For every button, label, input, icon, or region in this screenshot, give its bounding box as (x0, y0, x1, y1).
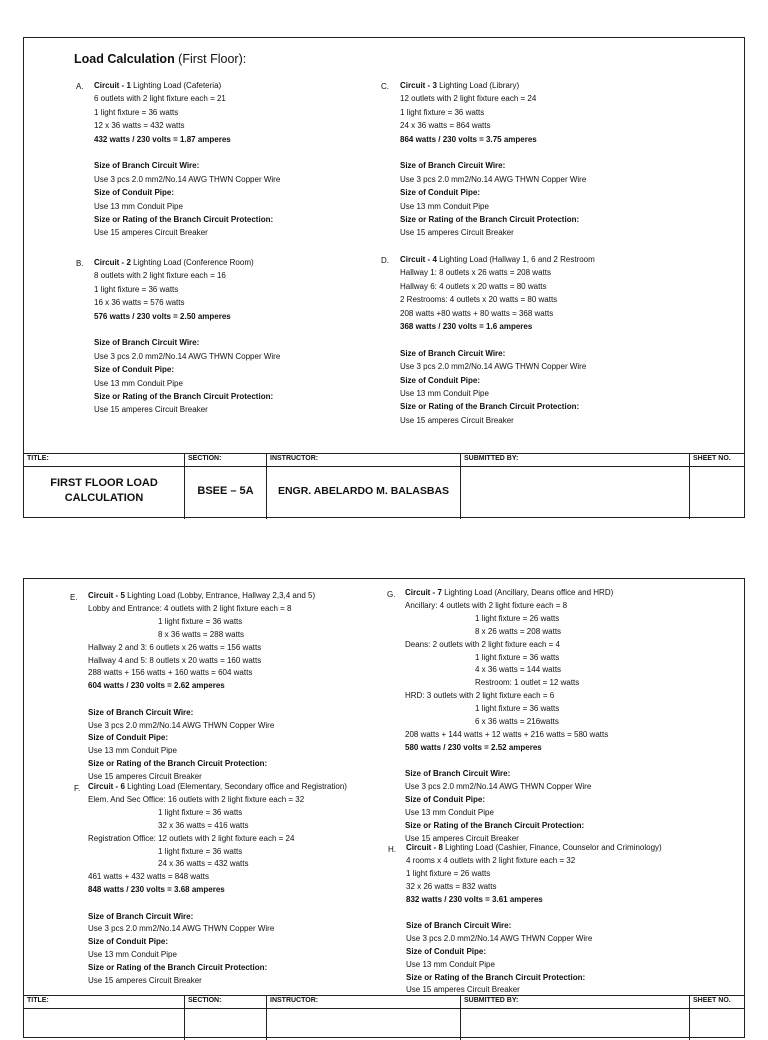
calc-line: Ancillary: 4 outlets with 2 light fixture each = 8 (405, 600, 568, 610)
calc-line: 24 x 36 watts = 432 watts (158, 859, 249, 869)
section-cell (184, 454, 266, 519)
calc-heading: 432 watts / 230 volts = 1.87 amperes (94, 134, 231, 144)
calc-line: Use 13 mm Conduit Pipe (88, 746, 177, 756)
line-spacer (94, 146, 280, 159)
calc-line: Use 3 pcs 2.0 mm2/No.14 AWG THWN Copper Wire (400, 174, 587, 184)
title-cell (24, 996, 184, 1040)
calc-line: Use 13 mm Conduit Pipe (400, 389, 489, 399)
calc-heading: Size of Branch Circuit Wire: (88, 911, 194, 921)
calc-heading: Size of Conduit Pipe: (88, 733, 168, 743)
calc-heading: Size of Conduit Pipe: (400, 375, 480, 385)
instructor-label: INSTRUCTOR: (270, 997, 319, 1004)
calc-heading: Size of Branch Circuit Wire: (400, 348, 506, 358)
instructor-cell (266, 454, 460, 519)
calc-line: Use 3 pcs 2.0 mm2/No.14 AWG THWN Copper Wire (94, 174, 281, 184)
section-cell (184, 996, 266, 1040)
calc-line: 288 watts + 156 watts + 160 watts = 604 watts (88, 668, 253, 678)
circuit-title (88, 590, 315, 603)
circuit-marker: E. (70, 593, 78, 602)
sheet-no-label: SHEET NO. (693, 455, 731, 462)
circuit-description: Lighting Load (Hallway 1, 6 and 2 Restroom (436, 255, 595, 264)
sheet-heading (74, 52, 246, 66)
calc-heading: Size of Conduit Pipe: (94, 188, 174, 198)
calc-line: 1 light fixture = 36 watts (94, 284, 179, 294)
circuit-description: Lighting Load (Conference Room) (130, 258, 254, 267)
calc-line: Hallway 1: 8 outlets x 26 watts = 208 watts (400, 268, 551, 278)
calc-heading: 580 watts / 230 volts = 2.52 amperes (405, 742, 542, 752)
calc-line: Use 15 amperes Circuit Breaker (400, 415, 514, 425)
calc-line: 208 watts +80 watts + 80 watts = 368 watts (400, 308, 554, 318)
calc-line: 1 light fixture = 36 watts (158, 616, 243, 626)
circuit-marker: H. (388, 845, 396, 854)
calc-line: 4 x 36 watts = 144 watts (475, 665, 562, 675)
line-spacer (88, 897, 347, 910)
calc-heading: Size of Conduit Pipe: (88, 937, 168, 947)
calc-line: 12 outlets with 2 light fixture each = 24 (400, 94, 537, 104)
calc-heading: Size or Rating of the Branch Circuit Protection: (88, 759, 268, 769)
heading-rest: (First Floor): (174, 52, 247, 66)
calc-line: 8 x 26 watts = 208 watts (475, 626, 562, 636)
circuit-block (88, 781, 347, 988)
circuit-title (94, 79, 280, 92)
circuit-marker: B. (76, 259, 84, 268)
calc-line: Use 15 amperes Circuit Breaker (88, 772, 202, 782)
title-label: TITLE: (27, 455, 49, 462)
calc-line: Use 15 amperes Circuit Breaker (88, 976, 202, 986)
circuit-block (405, 587, 613, 846)
circuit-marker: G. (387, 590, 396, 599)
heading-bold: Load Calculation (74, 52, 175, 66)
title-label: TITLE: (27, 997, 49, 1004)
circuit-description: Lighting Load (Cafeteria) (130, 81, 222, 90)
calc-heading: 864 watts / 230 volts = 3.75 amperes (400, 134, 537, 144)
circuit-marker: D. (381, 256, 389, 265)
circuit-title (94, 256, 280, 269)
circuit-number: Circuit - 4 (400, 255, 437, 264)
line-spacer (400, 146, 586, 159)
calc-line: Hallway 2 and 3: 6 outlets x 26 watts = 156 watts (88, 642, 262, 652)
section-label: SECTION: (188, 997, 222, 1004)
calc-line: 461 watts + 432 watts = 848 watts (88, 872, 209, 882)
calc-heading: Size of Conduit Pipe: (406, 946, 486, 956)
submitted-by-cell (460, 454, 689, 519)
calc-line: 1 light fixture = 36 watts (475, 704, 560, 714)
circuit-title (88, 781, 347, 794)
calc-heading: Size or Rating of the Branch Circuit Protection: (88, 963, 268, 973)
circuit-description: Lighting Load (Lobby, Entrance, Hallway 2,3,4 and 5) (124, 591, 316, 600)
circuit-number: Circuit - 5 (88, 591, 125, 600)
section-label: SECTION: (188, 455, 222, 462)
calc-heading: Size of Branch Circuit Wire: (405, 769, 511, 779)
circuit-title (405, 587, 613, 600)
line-spacer (94, 323, 280, 336)
calc-line: Use 13 mm Conduit Pipe (400, 201, 489, 211)
title-block (24, 453, 744, 519)
calc-line: 1 light fixture = 36 watts (400, 107, 485, 117)
submitted-by-label: SUBMITTED BY: (464, 997, 519, 1004)
calc-heading: 604 watts / 230 volts = 2.62 amperes (88, 681, 225, 691)
calc-heading: Size or Rating of the Branch Circuit Protection: (94, 215, 274, 225)
circuit-block (400, 79, 586, 240)
calc-line: 24 x 36 watts = 864 watts (400, 121, 491, 131)
calc-line: 4 rooms x 4 outlets with 2 light fixture each = 32 (406, 855, 576, 865)
calc-line: Use 3 pcs 2.0 mm2/No.14 AWG THWN Copper Wire (405, 782, 592, 792)
calc-line: Elem. And Sec Office: 16 outlets with 2 light fixture each = 32 (88, 794, 305, 804)
calc-heading: Size of Branch Circuit Wire: (406, 920, 512, 930)
circuit-number: Circuit - 7 (405, 588, 442, 597)
circuit-block (94, 256, 280, 417)
calc-heading: Size or Rating of the Branch Circuit Protection: (400, 402, 580, 412)
calc-heading: Size of Conduit Pipe: (405, 794, 485, 804)
calc-line: 2 Restrooms: 4 outlets x 20 watts = 80 watts (400, 295, 558, 305)
circuit-description: Lighting Load (Cashier, Finance, Counselor and Criminology) (442, 843, 662, 852)
calc-line: Deans: 2 outlets with 2 light fixture each = 4 (405, 639, 560, 649)
calc-line: Use 15 amperes Circuit Breaker (94, 405, 208, 415)
circuit-description: Lighting Load (Library) (436, 81, 520, 90)
circuit-number: Circuit - 8 (406, 843, 443, 852)
circuit-block (94, 79, 280, 240)
circuit-title (400, 253, 595, 266)
calc-line: Hallway 6: 4 outlets x 20 watts = 80 watts (400, 281, 547, 291)
circuit-number: Circuit - 2 (94, 258, 131, 267)
calc-heading: 832 watts / 230 volts = 3.61 amperes (406, 894, 543, 904)
title-value: FIRST FLOOR LOAD CALCULATION (50, 477, 158, 504)
drawing-sheet-1 (23, 37, 745, 518)
calc-heading: Size of Branch Circuit Wire: (94, 338, 200, 348)
calc-heading: 368 watts / 230 volts = 1.6 amperes (400, 322, 533, 332)
calc-line: 16 x 36 watts = 576 watts (94, 298, 185, 308)
calc-heading: 576 watts / 230 volts = 2.50 amperes (94, 311, 231, 321)
circuit-block (88, 590, 315, 784)
calc-heading: Size of Branch Circuit Wire: (94, 161, 200, 171)
calc-line: 1 light fixture = 26 watts (406, 868, 491, 878)
title-block (24, 995, 744, 1040)
calc-line: Use 15 amperes Circuit Breaker (94, 228, 208, 238)
calc-heading: Size or Rating of the Branch Circuit Protection: (406, 972, 586, 982)
circuit-number: Circuit - 6 (88, 782, 125, 791)
calc-line: 1 light fixture = 36 watts (94, 107, 179, 117)
calc-line: Restroom: 1 outlet = 12 watts (475, 678, 580, 688)
calc-line: 6 outlets with 2 light fixture each = 21 (94, 94, 226, 104)
line-spacer (400, 333, 595, 346)
calc-line: Use 15 amperes Circuit Breaker (406, 985, 520, 995)
sheet-no-cell (689, 996, 744, 1040)
calc-line: 8 x 36 watts = 288 watts (158, 629, 245, 639)
drawing-sheet-2 (23, 578, 745, 1038)
calc-heading: Size of Branch Circuit Wire: (88, 707, 194, 717)
calc-line: Use 3 pcs 2.0 mm2/No.14 AWG THWN Copper Wire (88, 720, 275, 730)
line-spacer (405, 755, 613, 768)
calc-line: 208 watts + 144 watts + 12 watts + 216 watts = 580 watts (405, 729, 609, 739)
submitted-by-cell (460, 996, 689, 1040)
circuit-title (400, 79, 586, 92)
calc-line: 1 light fixture = 36 watts (475, 652, 560, 662)
calc-heading: Size of Conduit Pipe: (94, 365, 174, 375)
instructor-cell (266, 996, 460, 1040)
calc-heading: Size of Branch Circuit Wire: (400, 161, 506, 171)
sheet-no-cell (689, 454, 744, 519)
circuit-description: Lighting Load (Elementary, Secondary office and Registration) (124, 782, 347, 791)
circuit-number: Circuit - 3 (400, 81, 437, 90)
calc-line: Use 3 pcs 2.0 mm2/No.14 AWG THWN Copper Wire (94, 351, 281, 361)
calc-heading: Size of Conduit Pipe: (400, 188, 480, 198)
calc-line: 32 x 36 watts = 416 watts (158, 820, 249, 830)
calc-line: HRD: 3 outlets with 2 light fixture each = 6 (405, 691, 555, 701)
calc-line: Use 15 amperes Circuit Breaker (405, 833, 519, 843)
calc-line: Use 3 pcs 2.0 mm2/No.14 AWG THWN Copper Wire (406, 933, 593, 943)
calc-line: 8 outlets with 2 light fixture each = 16 (94, 271, 226, 281)
calc-line: Hallway 4 and 5: 8 outlets x 20 watts = 160 watts (88, 655, 262, 665)
calc-line: 12 x 36 watts = 432 watts (94, 121, 185, 131)
circuit-block (400, 253, 595, 427)
circuit-marker: C. (381, 82, 389, 91)
calc-line: 6 x 36 watts = 216watts (475, 717, 559, 727)
instructor-label: INSTRUCTOR: (270, 455, 319, 462)
calc-line: Use 13 mm Conduit Pipe (406, 959, 495, 969)
calc-line: 1 light fixture = 26 watts (475, 613, 560, 623)
calc-line: 32 x 26 watts = 832 watts (406, 881, 497, 891)
calc-heading: 848 watts / 230 volts = 3.68 amperes (88, 885, 225, 895)
calc-line: Use 13 mm Conduit Pipe (405, 807, 494, 817)
circuit-title (406, 842, 662, 855)
calc-line: Use 13 mm Conduit Pipe (88, 950, 177, 960)
circuit-marker: F. (74, 784, 81, 793)
circuit-description: Lighting Load (Ancillary, Deans office and HRD) (441, 588, 614, 597)
calc-line: 1 light fixture = 36 watts (158, 846, 243, 856)
calc-line: Lobby and Entrance: 4 outlets with 2 light fixture each = 8 (88, 603, 292, 613)
calc-heading: Size or Rating of the Branch Circuit Protection: (94, 392, 274, 402)
sheet-no-label: SHEET NO. (693, 997, 731, 1004)
line-spacer (88, 693, 315, 706)
circuit-marker: A. (76, 82, 84, 91)
line-spacer (406, 907, 662, 920)
calc-line: Registration Office: 12 outlets with 2 light fixture each = 24 (88, 833, 295, 843)
circuit-block (406, 842, 662, 997)
calc-line: Use 3 pcs 2.0 mm2/No.14 AWG THWN Copper Wire (88, 924, 275, 934)
submitted-by-label: SUBMITTED BY: (464, 455, 519, 462)
title-cell (24, 454, 184, 519)
circuit-number: Circuit - 1 (94, 81, 131, 90)
calc-line: Use 13 mm Conduit Pipe (94, 378, 183, 388)
calc-line: Use 13 mm Conduit Pipe (94, 201, 183, 211)
calc-line: Use 15 amperes Circuit Breaker (400, 228, 514, 238)
calc-heading: Size or Rating of the Branch Circuit Protection: (400, 215, 580, 225)
calc-line: 1 light fixture = 36 watts (158, 807, 243, 817)
calc-line: Use 3 pcs 2.0 mm2/No.14 AWG THWN Copper Wire (400, 362, 587, 372)
instructor-value: ENGR. ABELARDO M. BALASBAS (277, 485, 450, 497)
calc-heading: Size or Rating of the Branch Circuit Protection: (405, 820, 585, 830)
section-value: BSEE – 5A (197, 485, 254, 497)
